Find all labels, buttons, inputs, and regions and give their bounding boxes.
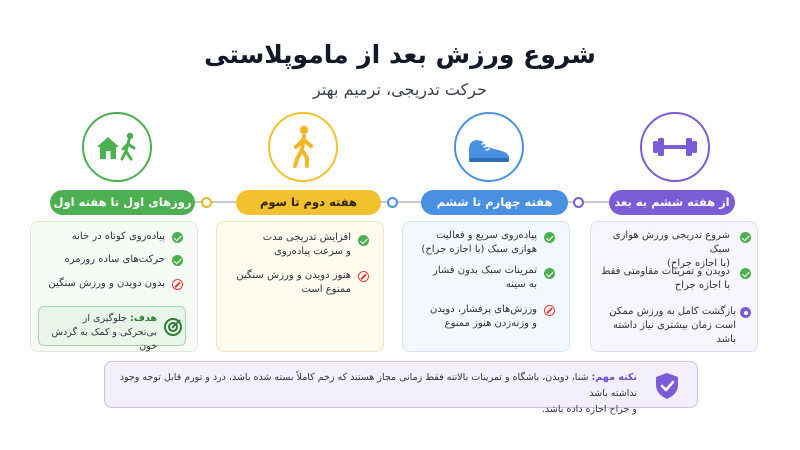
list-item: هنوز دویدن و ورزش سنگین ممنوع است	[236, 270, 351, 295]
list-item: حرکت‌های ساده روزمره	[64, 254, 165, 265]
goal-box	[38, 306, 186, 352]
check-icon	[740, 232, 751, 243]
info-dot-icon	[740, 307, 751, 318]
stage-pill-week6-plus: از هفته ششم به بعد	[609, 190, 735, 215]
page-subtitle: حرکت تدریجی، ترمیم بهتر	[313, 80, 487, 99]
sneaker-icon	[454, 112, 524, 182]
note-label: نکته مهم:	[591, 372, 637, 383]
list-item: افزایش تدریجی مدت و سرعت پیاده‌روی	[262, 232, 351, 257]
list-item: ورزش‌های پرفشار، دویدن و وزنه‌زدن هنوز ممنوع	[430, 304, 537, 329]
check-icon	[544, 232, 555, 243]
list-item: دویدن و تمرینات مقاومتی فقط با اجازه جراح	[601, 266, 730, 291]
list-item: پیاده‌روی کوتاه در خانه	[71, 231, 165, 242]
list-item: بدون دویدن و ورزش سنگین	[48, 278, 165, 289]
shield-check-icon	[651, 370, 683, 402]
check-icon	[358, 235, 369, 246]
list-item: بازگشت کامل به ورزش ممکن است زمان بیشتری نیاز داشته باشد	[609, 306, 736, 345]
dumbbell-icon	[640, 112, 710, 182]
check-icon	[544, 268, 555, 279]
important-note	[104, 361, 698, 415]
stage-pill-week2-3: هفته دوم تا سوم	[236, 190, 381, 215]
prohibited-icon	[544, 305, 555, 316]
prohibited-icon	[172, 279, 183, 290]
page-title: شروع ورزش بعد از ماموپلاستی	[204, 40, 596, 69]
stage-pill-week1: روزهای اول تا هفته اول	[50, 190, 195, 215]
goal-text	[45, 312, 157, 354]
goal-label: هدف:	[130, 313, 157, 324]
list-item: شروع تدریجی ورزش هوازی سبک (با اجازه جراح)	[612, 230, 730, 269]
list-item: تمرینات سبک بدون فشار به سینه	[432, 265, 537, 290]
stage-pill-week4-6: هفته چهارم تا ششم	[421, 190, 568, 215]
list-item: پیاده‌روی سریع و فعالیت هوازی سبک (با اجازه جراح)	[421, 230, 537, 255]
prohibited-icon	[358, 271, 369, 282]
timeline-dot	[201, 197, 212, 208]
walking-person-icon	[268, 112, 338, 182]
timeline-dot	[387, 197, 398, 208]
target-icon	[163, 317, 183, 337]
note-text: نکته مهم: شنا، دویدن، باشگاه و تمرینات بالاتنه فقط زمانی مجاز هستند که زخم کاملاً بسته شده باشد، درد و تورم قابل توجه وجود نداشته باشد و جراح اجازه داده باشد.	[119, 372, 637, 415]
check-icon	[172, 232, 183, 243]
check-icon	[172, 255, 183, 266]
house-walking-icon	[82, 112, 152, 182]
goal-description: جلوگیری از بی‌تحرکی و کمک به گردش خون	[51, 313, 157, 352]
timeline-dot	[573, 197, 584, 208]
check-icon	[740, 268, 751, 279]
